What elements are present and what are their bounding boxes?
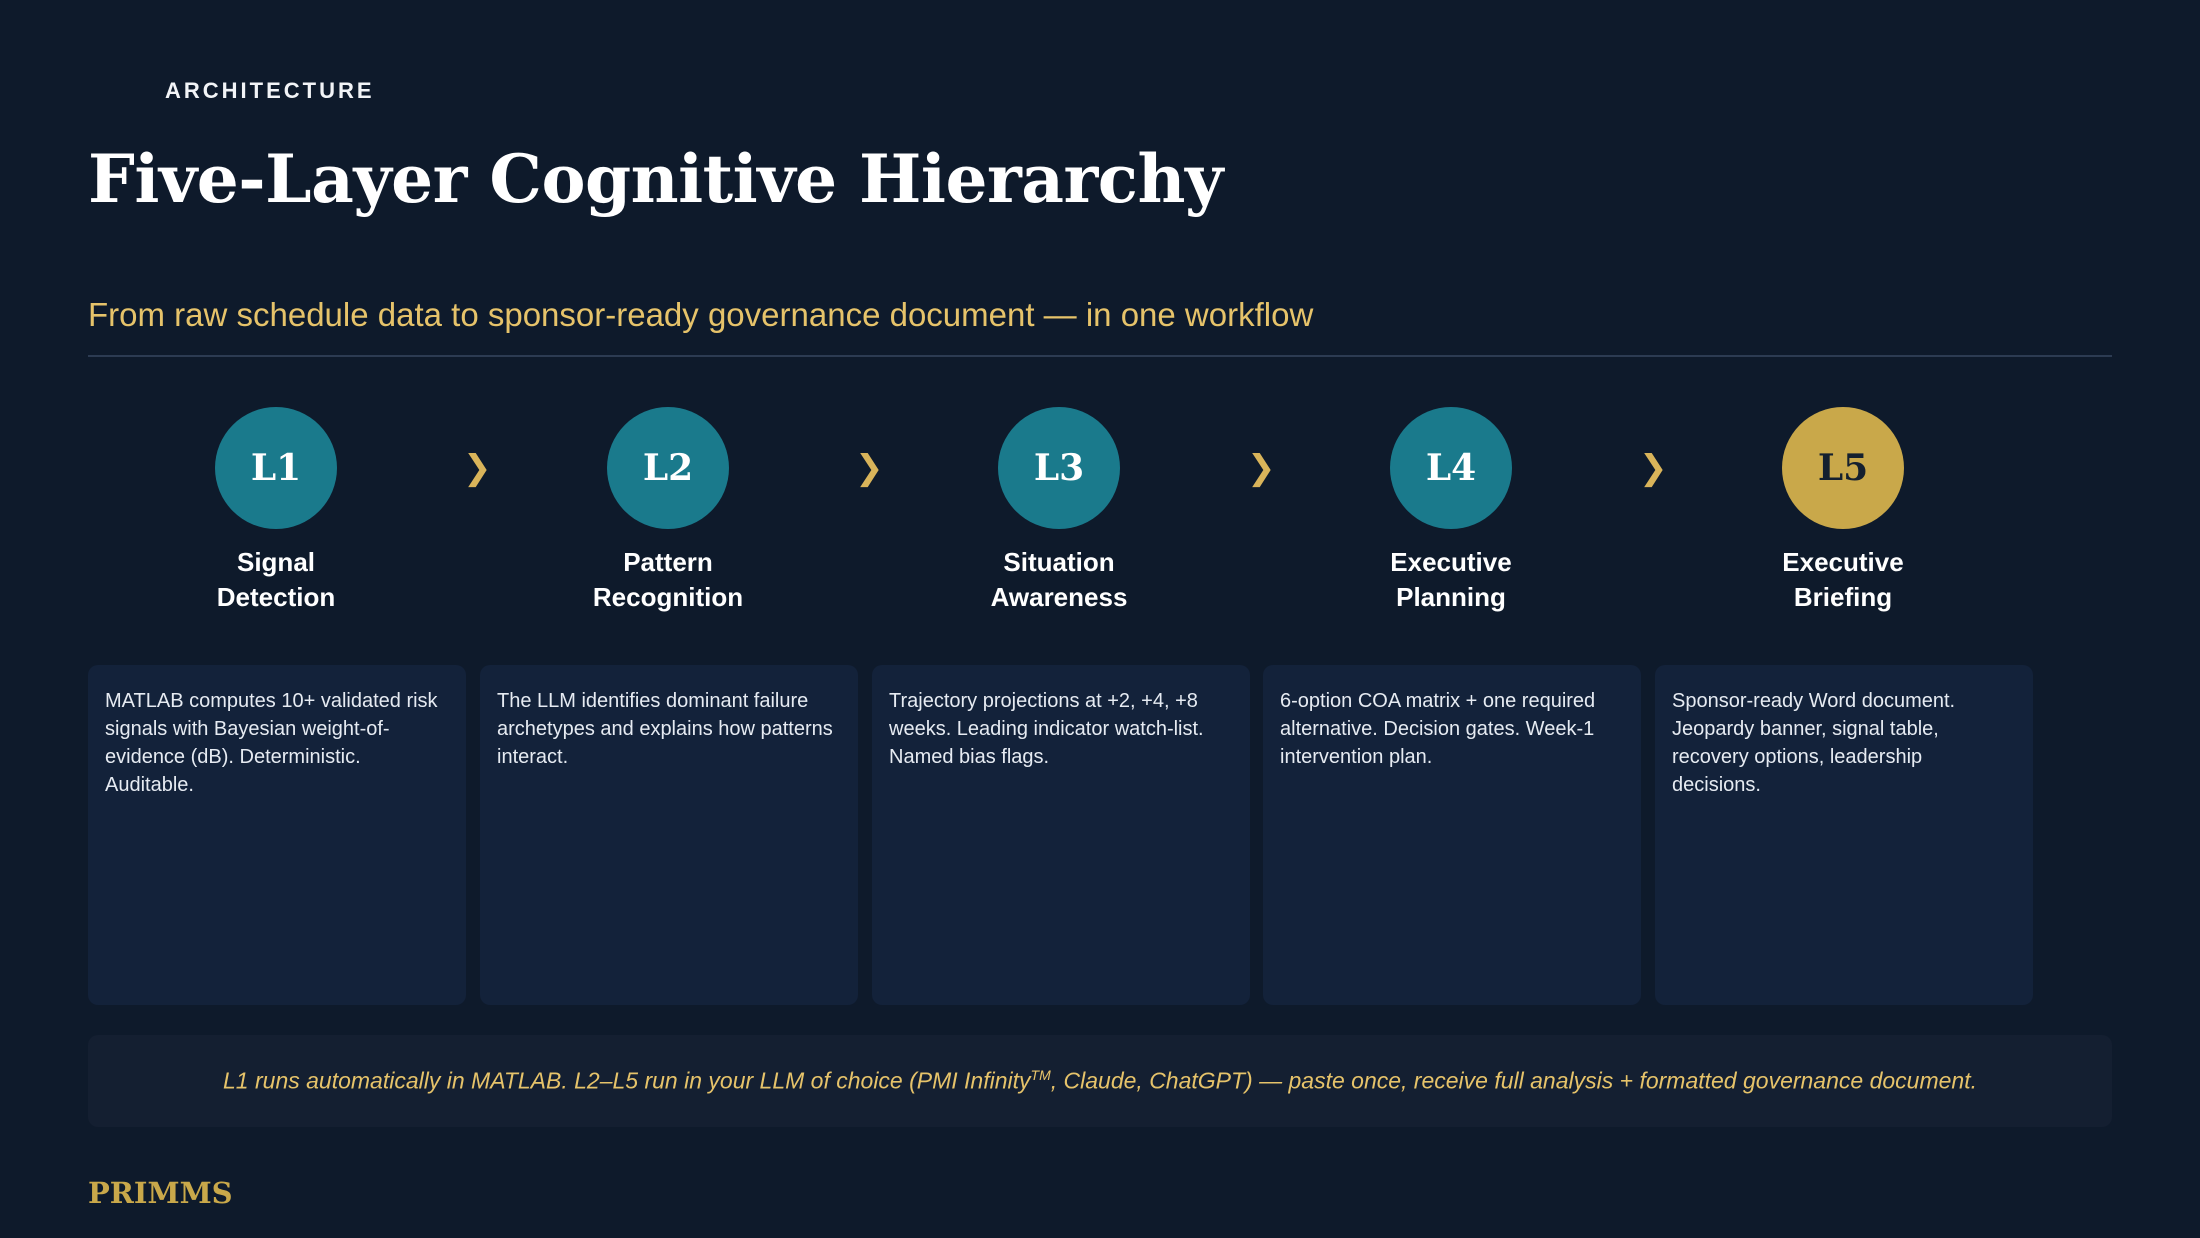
layer-badge: L3: [998, 407, 1120, 529]
layer-card-l3: Trajectory projections at +2, +4, +8 weeks. Leading indicator watch-list. Named bias flags.: [872, 665, 1250, 1005]
layer-name: Situation Awareness: [990, 547, 1128, 612]
layer-name: Executive Planning: [1390, 547, 1512, 612]
layer-name: Executive Briefing: [1782, 547, 1904, 612]
page-subtitle: From raw schedule data to sponsor-ready governance document — in one workflow: [88, 296, 1314, 333]
layer-card-l4: 6-option COA matrix + one required alternative. Decision gates. Week-1 intervention plan.: [1263, 665, 1641, 1005]
chevron-right-icon: ❯: [1247, 449, 1276, 487]
footer-note-text: L1 runs automatically in MATLAB. L2–L5 run in your LLM of choice (PMI Infinity: [223, 1067, 1031, 1094]
brand-logo: PRIMMS: [88, 1176, 233, 1210]
layer-card-l5: Sponsor-ready Word document. Jeopardy banner, signal table, recovery options, leadership decisions.: [1655, 665, 2033, 1005]
layer-badge: L2: [607, 407, 729, 529]
chevron-right-icon: ❯: [1639, 449, 1668, 487]
layer-card-l1: MATLAB computes 10+ validated risk signals with Bayesian weight-of-evidence (dB). Deterministic. Auditable.: [88, 665, 466, 1005]
layer-badge: L1: [215, 407, 337, 529]
layer-badge: L5: [1782, 407, 1904, 529]
footer-note-text-2: , Claude, ChatGPT) — paste once, receive full analysis + formatted governance document.: [1050, 1067, 1977, 1094]
footer-note: [88, 1035, 2112, 1127]
chevron-right-icon: ❯: [855, 449, 884, 487]
chevron-right-icon: ❯: [463, 449, 492, 487]
section-eyebrow: ARCHITECTURE: [165, 78, 375, 103]
layer-l2: [538, 407, 798, 615]
layer-l3: [929, 407, 1189, 615]
layer-l1: [146, 407, 406, 615]
layer-badge: L4: [1390, 407, 1512, 529]
layer-name: Signal Detection: [216, 547, 336, 612]
layer-card-l2: The LLM identifies dominant failure archetypes and explains how patterns interact.: [480, 665, 858, 1005]
page-title: Five-Layer Cognitive Hierarchy: [88, 140, 1223, 218]
divider: [88, 355, 2112, 357]
layer-name: Pattern Recognition: [592, 547, 744, 612]
layer-l4: [1321, 407, 1581, 615]
layer-l5: [1713, 407, 1973, 615]
trademark-mark: TM: [1030, 1067, 1051, 1084]
